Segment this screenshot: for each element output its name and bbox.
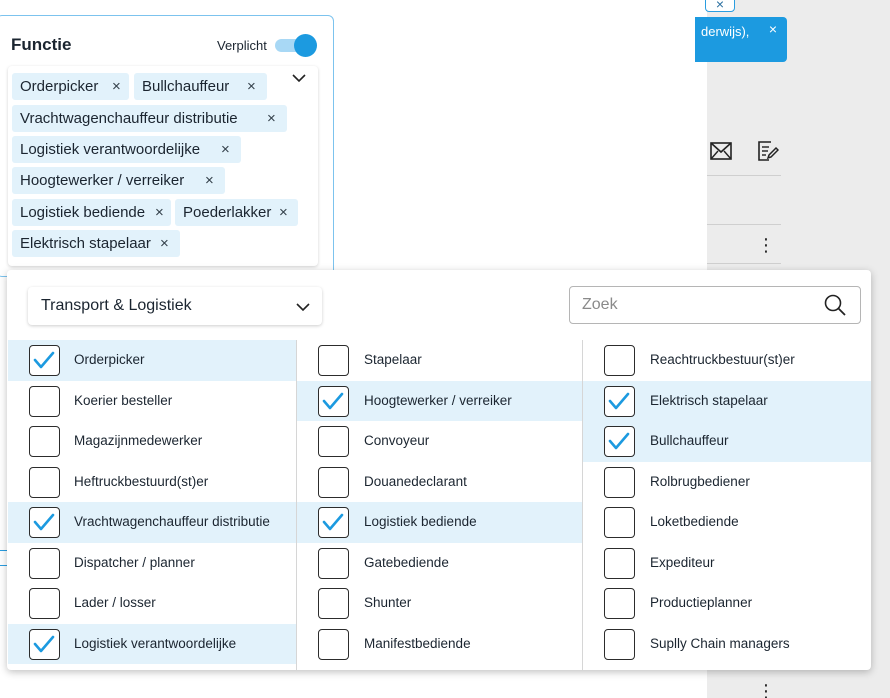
option-row[interactable] [8,462,296,503]
option-label: Gatebediende [364,554,449,570]
option-row[interactable] [297,624,582,665]
selected-tag [12,199,171,226]
chevron-down-icon[interactable] [292,73,306,83]
option-row[interactable] [583,543,871,584]
option-row[interactable] [8,624,296,665]
tag-remove-button[interactable]: × [247,78,256,95]
checkbox[interactable] [318,467,349,498]
option-label: Koerier besteller [74,392,173,408]
checkbox[interactable] [318,426,349,457]
chip-close-button[interactable]: × [705,0,735,12]
selected-tag [134,73,267,100]
search-input[interactable] [570,287,815,323]
options-column-1 [8,340,296,670]
tag-label: Bullchauffeur [142,78,230,95]
edit-note-icon[interactable] [757,140,779,162]
tag-label: Elektrisch stapelaar [20,235,151,252]
category-select-value: Transport & Logistiek [41,297,192,314]
option-row[interactable] [8,543,296,584]
option-label: Suplly Chain managers [650,635,790,651]
option-label: Hoogtewerker / verreiker [364,392,512,408]
check-icon [322,512,344,532]
options-column-2 [296,340,582,670]
option-label: Douanedeclarant [364,473,467,489]
check-icon [608,431,630,451]
function-dropdown-panel [7,270,871,670]
option-label: Dispatcher / planner [74,554,195,570]
tag-remove-button[interactable]: × [221,141,230,158]
checkbox[interactable] [29,548,60,579]
divider [707,263,781,264]
tag-label: Logistiek bediende [20,204,146,221]
option-label: Lader / losser [74,595,156,610]
divider [707,224,781,225]
tag-remove-button[interactable]: × [279,204,288,221]
checkbox[interactable] [318,629,349,660]
option-label: Heftruckbestuurd(st)er [74,473,209,489]
option-row[interactable] [583,421,871,462]
option-row[interactable] [583,624,871,665]
checkbox[interactable] [29,588,60,619]
option-label: Logistiek verantwoordelijke [74,635,237,651]
checkbox[interactable] [604,588,635,619]
checkbox-checked[interactable] [29,345,60,376]
option-row[interactable] [297,381,582,422]
option-row[interactable] [8,583,296,624]
option-row[interactable] [583,502,871,543]
checkbox-checked[interactable] [318,386,349,417]
selected-tag [12,105,287,132]
category-select[interactable] [28,287,322,325]
option-row[interactable] [297,421,582,462]
option-label: Stapelaar [364,352,422,367]
checkbox[interactable] [604,507,635,538]
option-label: Elektrisch stapelaar [650,392,768,408]
option-row[interactable] [8,381,296,422]
selected-tag [175,199,298,226]
checkbox[interactable] [29,386,60,417]
checkbox-checked[interactable] [604,426,635,457]
tag-label: Vrachtwagenchauffeur distributie [20,110,238,127]
filter-chip-label: derwijs), [701,24,750,39]
checkbox[interactable] [318,588,349,619]
option-label: Reachtruckbestuur(st)er [650,352,795,367]
option-row[interactable] [297,583,582,624]
option-row[interactable] [297,543,582,584]
option-label: Convoyeur [364,433,430,448]
checkbox[interactable] [29,426,60,457]
required-label: Verplicht [217,38,267,53]
option-label: Orderpicker [74,352,145,367]
tag-remove-button[interactable]: × [267,110,276,127]
checkbox[interactable] [318,548,349,579]
selected-tag [12,230,180,257]
function-field-panel [0,15,334,277]
tag-label: Hoogtewerker / verreiker [20,172,185,189]
checkbox[interactable] [604,345,635,376]
option-row[interactable] [583,462,871,503]
option-row[interactable] [583,340,871,381]
checkbox[interactable] [318,345,349,376]
required-toggle[interactable] [275,34,317,56]
option-label: Shunter [364,595,412,610]
option-label: Loketbediende [650,514,739,529]
selected-tag [12,167,225,194]
option-row[interactable] [583,583,871,624]
option-label: Bullchauffeur [650,433,729,448]
option-label: Expediteur [650,554,715,570]
search-box [569,286,861,324]
check-icon [33,634,55,654]
kebab-menu-icon[interactable]: ⋮ [757,235,775,255]
option-row[interactable] [8,340,296,381]
option-row[interactable] [8,502,296,543]
divider [707,175,781,176]
tag-label: Logistiek verantwoordelijke [20,141,201,158]
kebab-menu-icon[interactable]: ⋮ [757,681,775,698]
tag-remove-button[interactable]: × [112,78,121,95]
mail-icon[interactable] [710,142,732,160]
check-icon [33,350,55,370]
chevron-down-icon [296,302,310,312]
option-label: Productieplanner [650,595,753,610]
checkbox-checked[interactable] [29,629,60,660]
filter-chip-close-button[interactable]: × [768,21,777,37]
search-icon[interactable] [824,294,846,316]
tag-remove-button[interactable]: × [160,235,169,252]
check-icon [322,391,344,411]
checkbox-checked[interactable] [318,507,349,538]
checkbox[interactable] [604,548,635,579]
checkbox-checked[interactable] [604,386,635,417]
tag-label: Poederlakker [183,204,272,221]
option-label: Rolbrugbediener [650,473,750,489]
option-row[interactable] [583,381,871,422]
option-row[interactable] [297,340,582,381]
options-column-3 [582,340,871,670]
checkbox-checked[interactable] [29,507,60,538]
check-icon [33,512,55,532]
toggle-knob [294,34,317,57]
checkbox[interactable] [604,467,635,498]
field-title: Functie [11,35,72,54]
option-row[interactable] [8,421,296,462]
option-label: Magazijnmedewerker [74,433,203,448]
tag-remove-button[interactable]: × [155,204,164,221]
tag-remove-button[interactable]: × [205,172,214,189]
selected-tag [12,136,241,163]
option-label: Vrachtwagenchauffeur distributie [74,514,270,529]
filter-chip [695,17,787,62]
tag-label: Orderpicker [20,78,99,95]
option-row[interactable] [297,502,582,543]
checkbox[interactable] [29,467,60,498]
option-row[interactable] [297,462,582,503]
selected-tag [12,73,129,100]
checkbox[interactable] [604,629,635,660]
check-icon [608,391,630,411]
option-label: Manifestbediende [364,635,471,651]
option-label: Logistiek bediende [364,514,477,529]
